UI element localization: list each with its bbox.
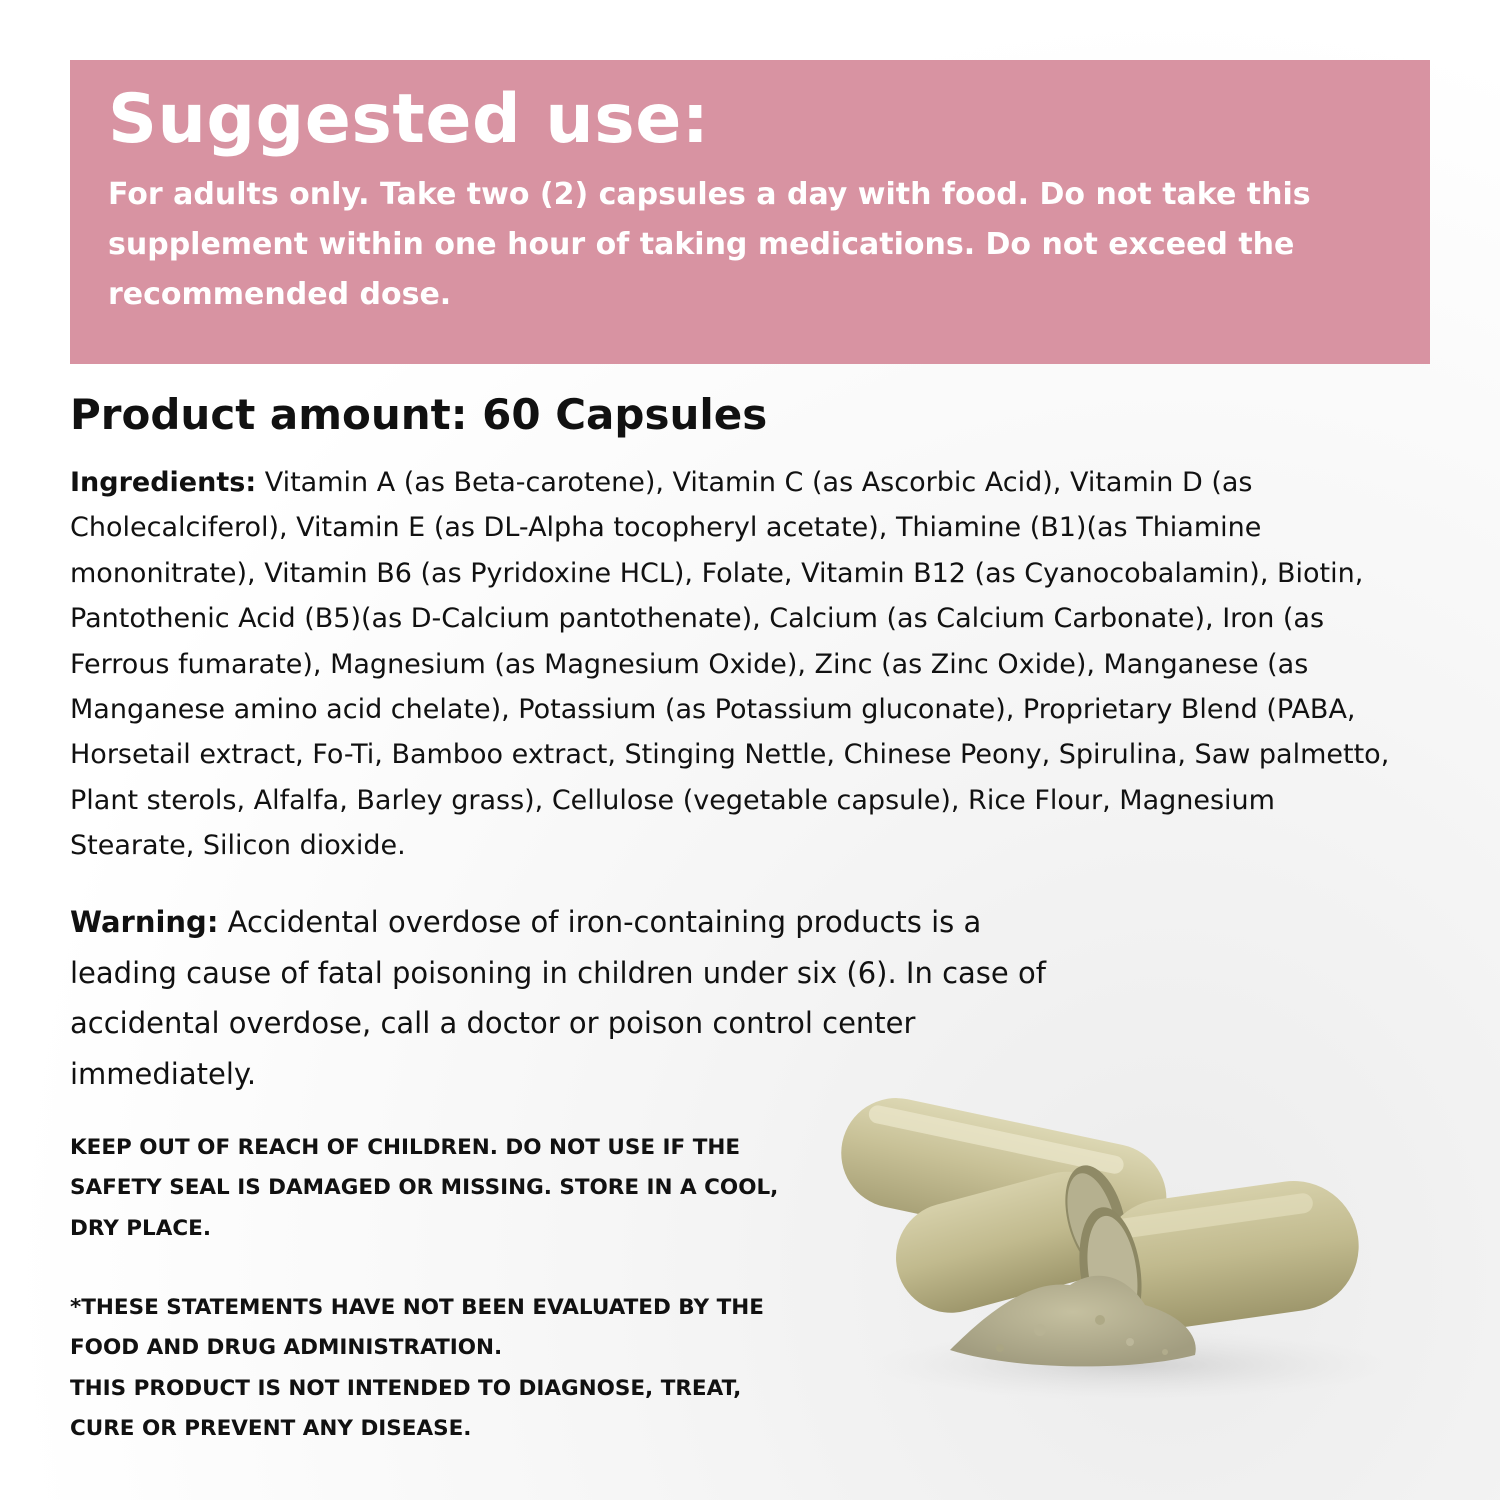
suggested-use-text: For adults only. Take two (2) capsules a day with food. Do not take this supplement within one hour of taking medications. Do not exceed the recommended dose. — [108, 177, 1311, 312]
ingredients-label: Ingredients: — [70, 467, 257, 498]
capsules-powder-image — [800, 1080, 1400, 1410]
fda-disclaimer-line-2: THIS PRODUCT IS NOT INTENDED TO DIAGNOSE, TREAT, CURE OR PREVENT ANY DISEASE. — [70, 1375, 742, 1441]
ingredients-text: Vitamin A (as Beta-carotene), Vitamin C (as Ascorbic Acid), Vitamin D (as Cholecalciferol), Vitamin E (as DL-Alpha tocopheryl acetate), Thiamine (B1)(as Thiamine mononitrate), Vitamin B6 (as Pyridoxine HCL), Folate, Vitamin B12 (as Cyanocobalamin), Biotin, Pantothenic Acid (B5)(as D-Calcium pantothenate), Calcium (as Calcium Carbonate), Iron (as Ferrous fumarate), Magnesium (as Magnesium Oxide), Zinc (as Zinc Oxide), Manganese (as Manganese amino acid chelate), Potassium (as Potassium gluconate), Proprietary Blend (PABA, Horsetail extract, Fo-Ti, Bamboo extract, Stinging Nettle, Chinese Peony, Spirulina, Saw palmetto, Plant sterols, Alfalfa, Barley grass), Cellulose (vegetable capsule), Rice Flour, Magnesium Stearate, Silicon dioxide. — [70, 467, 1390, 862]
suggested-use-title: Suggested use: — [108, 80, 710, 159]
warning-paragraph — [70, 897, 1050, 1099]
storage-notice: KEEP OUT OF REACH OF CHILDREN. DO NOT USE IF THE SAFETY SEAL IS DAMAGED OR MISSING. STORE IN A COOL, DRY PLACE. — [70, 1135, 779, 1241]
fda-disclaimer — [70, 1288, 790, 1449]
product-amount-heading: Product amount: 60 Capsules — [70, 390, 768, 439]
fda-disclaimer-line-1: *THESE STATEMENTS HAVE NOT BEEN EVALUATED BY THE FOOD AND DRUG ADMINISTRATION. — [70, 1295, 764, 1361]
ingredients-paragraph — [70, 460, 1400, 869]
suggested-use-banner — [70, 60, 1430, 364]
warning-text: Accidental overdose of iron-containing products is a leading cause of fatal poisoning in children under six (6). In case of accidental overdose, call a doctor or poison control center immediately. — [70, 905, 1046, 1091]
warning-label: Warning: — [70, 905, 219, 939]
